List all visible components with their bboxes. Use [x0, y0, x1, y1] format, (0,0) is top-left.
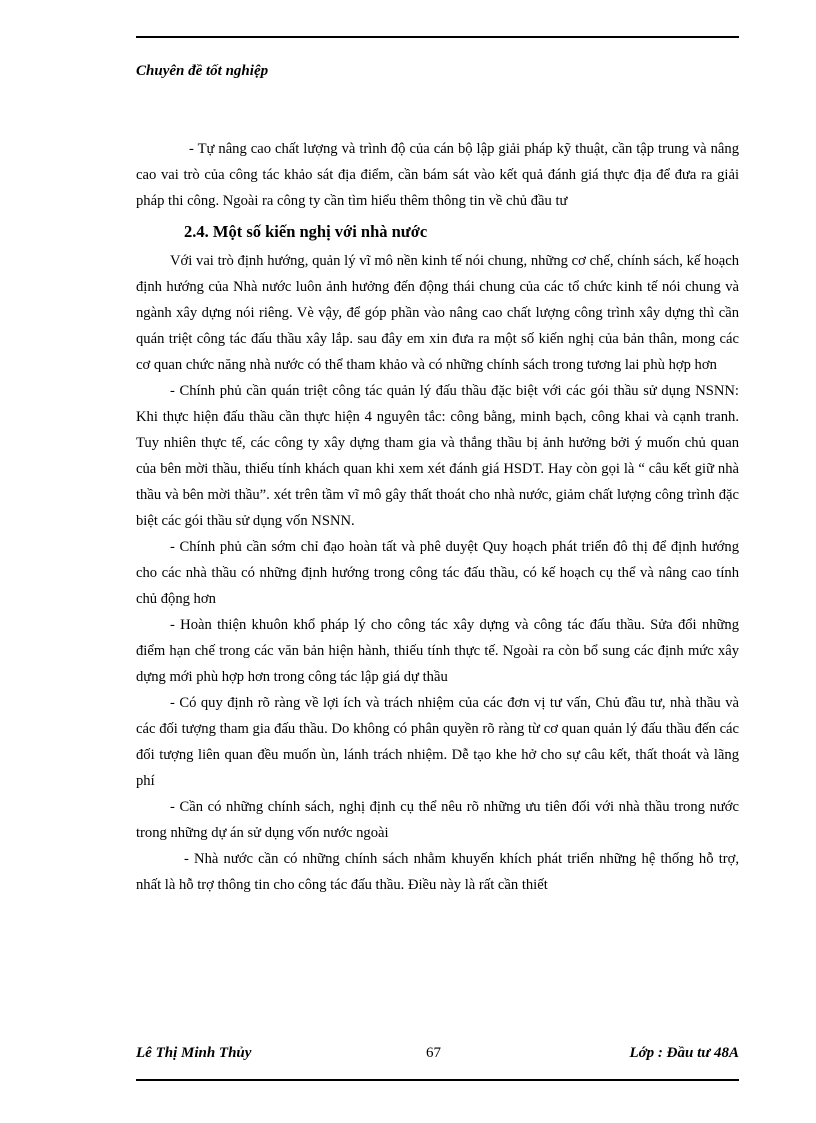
body-paragraph: - Nhà nước cần có những chính sách nhằm khuyến khích phát triển những hệ thống hỗ trợ, nhất là hỗ trợ thông tin cho công tác đấu thầu. Điều này là rất cần thiết: [136, 851, 739, 893]
body-paragraph: - Chính phủ cần quán triệt công tác quản lý đấu thầu đặc biệt với các gói thầu sử dụng NSNN: Khi thực hiện đấu thầu cần thực hiện 4 nguyên tắc: công bằng, minh bạch, công khai và cạnh tranh. Tuy nhiên thực tế, các công ty xây dựng tham gia và thắng thầu bị ảnh hưởng bởi ý muốn chủ quan của bên mời thầu, thiếu tính khách quan khi xem xét đánh giá HSDT. Hay còn gọi là “ câu kết giữ nhà thầu và bên mời thầu”. xét trên tầm vĩ mô gây thất thoát cho nhà nước, giảm chất lượng công trình đặc biệt các gói thầu sử dụng vốn NSNN.: [136, 383, 739, 529]
body-paragraph: - Cần có những chính sách, nghị định cụ thể nêu rõ những ưu tiên đối với nhà thầu trong nước trong những dự án sử dụng vốn nước ngoài: [136, 799, 739, 841]
body-paragraph: - Hoàn thiện khuôn khổ pháp lý cho công tác xây dựng và công tác đấu thầu. Sửa đổi những điểm hạn chế trong các văn bản hiện hành, thiếu tính thực tế. Ngoài ra còn bổ sung các định mức xây dựng mới phù hợp hơn trong công tác lập giá dự thầu: [136, 617, 739, 685]
document-header-title: Chuyên đề tốt nghiệp: [136, 63, 269, 79]
footer-rule: [136, 1079, 739, 1081]
page-number: 67: [426, 1045, 441, 1061]
page-footer: [136, 1045, 739, 1067]
header-rule: [136, 36, 739, 38]
page-content: [136, 136, 739, 898]
intro-paragraph: - Tự nâng cao chất lượng và trình độ của cán bộ lập giải pháp kỹ thuật, cần tập trung và nâng cao vai trò của công tác khảo sát địa điểm, cần bám sát vào kết quả đánh giá thực địa để đưa ra giải pháp thi công. Ngoài ra công ty cần tìm hiểu thêm thông tin về chủ đầu tư: [136, 141, 739, 209]
footer-author: Lê Thị Minh Thủy: [136, 1045, 252, 1061]
body-paragraph: Với vai trò định hướng, quản lý vĩ mô nền kinh tế nói chung, những cơ chế, chính sách, kế hoạch định hướng của Nhà nước luôn ảnh hưởng đến động thái chung của các tổ chức kinh tế nói chung và ngành xây dựng nói riêng. Vè vậy, để góp phần vào nâng cao chất lượng công trình xây dựng thì cần quán triệt công tác đấu thầu xây lắp. sau đây em xin đưa ra một số kiến nghị của bản thân, mong các cơ quan chức năng nhà nước có thể tham khảo và có những chính sách trong tương lai phù hợp hơn: [136, 253, 739, 373]
footer-class: Lớp : Đầu tư 48A: [629, 1045, 739, 1061]
body-paragraph: - Chính phủ cần sớm chỉ đạo hoàn tất và phê duyệt Quy hoạch phát triển đô thị để định hướng cho các nhà thầu có những định hướng trong công tác đấu thầu, có kế hoạch cụ thể và nâng cao tính chủ động hơn: [136, 539, 739, 607]
section-heading: 2.4. Một số kiến nghị với nhà nước: [184, 222, 428, 241]
body-paragraph: - Có quy định rõ ràng về lợi ích và trách nhiệm của các đơn vị tư vấn, Chủ đầu tư, nhà thầu và các đối tượng tham gia đấu thầu. Do không có phân quyền rõ ràng từ cơ quan quản lý đấu thầu đến các đối tượng liên quan đều muốn ùn, lánh trách nhiệm. Dễ tạo khe hở cho sự câu kết, thất thoát và lãng phí: [136, 695, 739, 789]
